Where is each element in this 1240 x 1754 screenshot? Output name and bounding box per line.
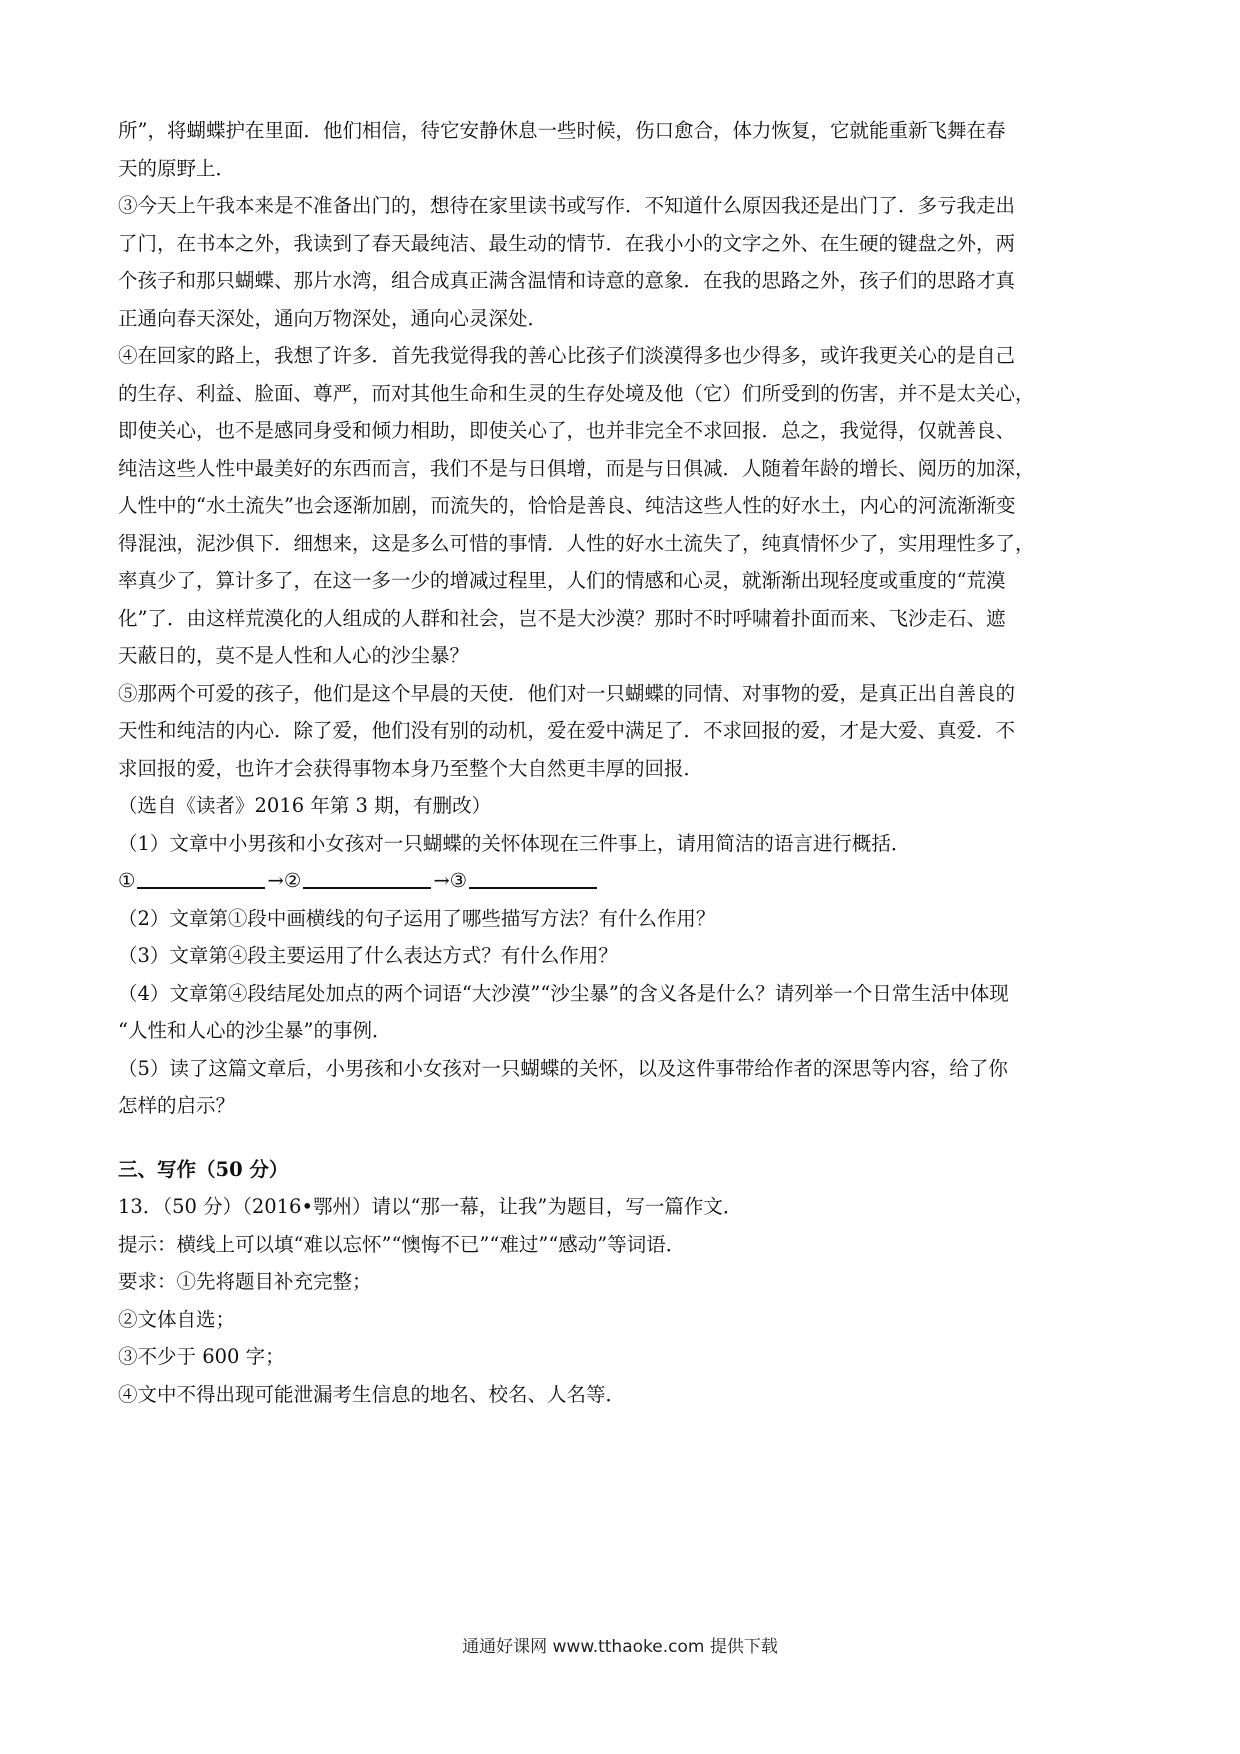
- writing-hint: 提示：横线上可以填“难以忘怀”“懊悔不已”“难过”“感动”等词语．: [118, 1232, 686, 1256]
- blank-number-1: ①: [118, 869, 136, 892]
- writing-requirement: ②文体自选；: [118, 1307, 236, 1331]
- document-content: [118, 112, 1130, 1413]
- passage-line: 人性中的“水土流失”也会逐渐加剧，而流失的，恰恰是善良、纯洁这些人性的好水土，内心的河流渐渐变: [118, 494, 1016, 517]
- source-note: （选自《读者》2016 年第 3 期，有删改）: [118, 794, 492, 817]
- answer-blank-2[interactable]: [303, 865, 431, 889]
- question-4: （4）文章第④段结尾处加点的两个词语“大沙漠”“沙尘暴”的含义各是什么？请列举一个日常生活中体现: [118, 981, 1009, 1005]
- question-5: （5）读了这篇文章后，小男孩和小女孩对一只蝴蝶的关怀，以及这件事带给作者的深思等内容，给了你: [118, 1056, 1008, 1080]
- answer-blank-3[interactable]: [469, 865, 597, 889]
- passage-line: 天性和纯洁的内心．除了爱，他们没有别的动机，爱在爱中满足了．不求回报的爱，才是大爱、真爱．不: [118, 719, 1016, 742]
- section-heading: 三、写作（50 分）: [118, 1157, 289, 1181]
- answer-blanks-row: [118, 862, 1130, 900]
- passage-line: ③今天上午我本来是不准备出门的，想待在家里读书或写作．不知道什么原因我还是出门了．多亏我走出: [118, 194, 1016, 217]
- passage-line: 天的原野上．: [118, 156, 236, 180]
- writing-requirement: ④文中不得出现可能泄漏考生信息的地名、校名、人名等．: [118, 1382, 626, 1406]
- question-4-continued: “人性和人心的沙尘暴”的事例．: [118, 1019, 392, 1042]
- question-2: （2）文章第①段中画横线的句子运用了哪些描写方法？有什么作用？: [118, 906, 716, 930]
- passage-line: 纯洁这些人性中最美好的东西而言，我们不是与日俱增，而是与日俱减．人随着年龄的增长、阅历的加深，: [118, 456, 1035, 480]
- passage-line: ⑤那两个可爱的孩子，他们是这个早晨的天使．他们对一只蝴蝶的同情、对事物的爱，是真正出自善良的: [118, 681, 1016, 705]
- passage-line: 化”了．由这样荒漠化的人组成的人群和社会，岂不是大沙漠？那时不时呼啸着扑面而来、飞沙走石、遮: [118, 606, 1006, 630]
- passage-line: ④在回家的路上，我想了许多．首先我觉得我的善心比孩子们淡漠得多也少得多，或许我更关心的是自己: [118, 344, 1016, 367]
- blank-number-2: ②: [283, 869, 302, 892]
- writing-requirement: 要求：①先将题目补充完整；: [118, 1270, 372, 1293]
- passage-line: 了门，在书本之外，我读到了春天最纯洁、最生动的情节．在我小小的文字之外、在生硬的键盘之外，两: [118, 231, 1016, 255]
- writing-section: [118, 1151, 1130, 1414]
- passage-line: 得混浊，泥沙俱下．细想来，这是多么可惜的事情．人性的好水土流失了，纯真情怀少了，实用理性多了，: [118, 531, 1035, 555]
- blank-number-3: ③: [449, 869, 468, 892]
- passage-line: 求回报的爱，也许才会获得事物本身乃至整个大自然更丰厚的回报．: [118, 756, 704, 780]
- answer-blank-1[interactable]: [137, 865, 265, 889]
- questions-section: [118, 825, 1130, 1125]
- passage-line: 即使关心，也不是感同身受和倾力相助，即使关心了，也并非完全不求回报．总之，我觉得，仅就善良、: [118, 419, 1016, 442]
- page-footer: 通通好课网 www.tthaoke.com 提供下载: [462, 1637, 778, 1657]
- question-1: （1）文章中小男孩和小女孩对一只蝴蝶的关怀体现在三件事上，请用简洁的语言进行概括．: [118, 831, 911, 855]
- passage-line: 天蔽日的，莫不是人性和人心的沙尘暴？: [118, 644, 470, 667]
- passage-line: 所”，将蝴蝶护在里面．他们相信，待它安静休息一些时候，伤口愈合，体力恢复，它就能重新飞舞在春: [118, 119, 1006, 142]
- passage-line: 的生存、利益、脸面、尊严，而对其他生命和生灵的生存处境及他（它）们所受到的伤害，并不是太关心，: [118, 381, 1035, 405]
- passage-line: 正通向春天深处，通向万物深处，通向心灵深处．: [118, 306, 548, 330]
- writing-prompt: 13．（50 分）（2016•鄂州）请以“那一幕，让我”为题目，写一篇作文．: [118, 1195, 743, 1218]
- passage-line: 个孩子和那只蝴蝶、那片水湾，组合成真正满含温情和诗意的意象．在我的思路之外，孩子们的思路才真: [118, 269, 1016, 292]
- reading-passage: [118, 112, 1130, 825]
- passage-line: 率真少了，算计多了，在这一多一少的增减过程里，人们的情感和心灵，就渐渐出现轻度或重度的“荒漠: [118, 569, 1006, 592]
- question-3: （3）文章第④段主要运用了什么表达方式？有什么作用？: [118, 944, 618, 967]
- arrow-icon: →: [267, 869, 284, 892]
- question-5-continued: 怎样的启示？: [118, 1094, 236, 1117]
- arrow-icon: →: [433, 869, 450, 892]
- writing-requirement: ③不少于 600 字；: [118, 1345, 285, 1368]
